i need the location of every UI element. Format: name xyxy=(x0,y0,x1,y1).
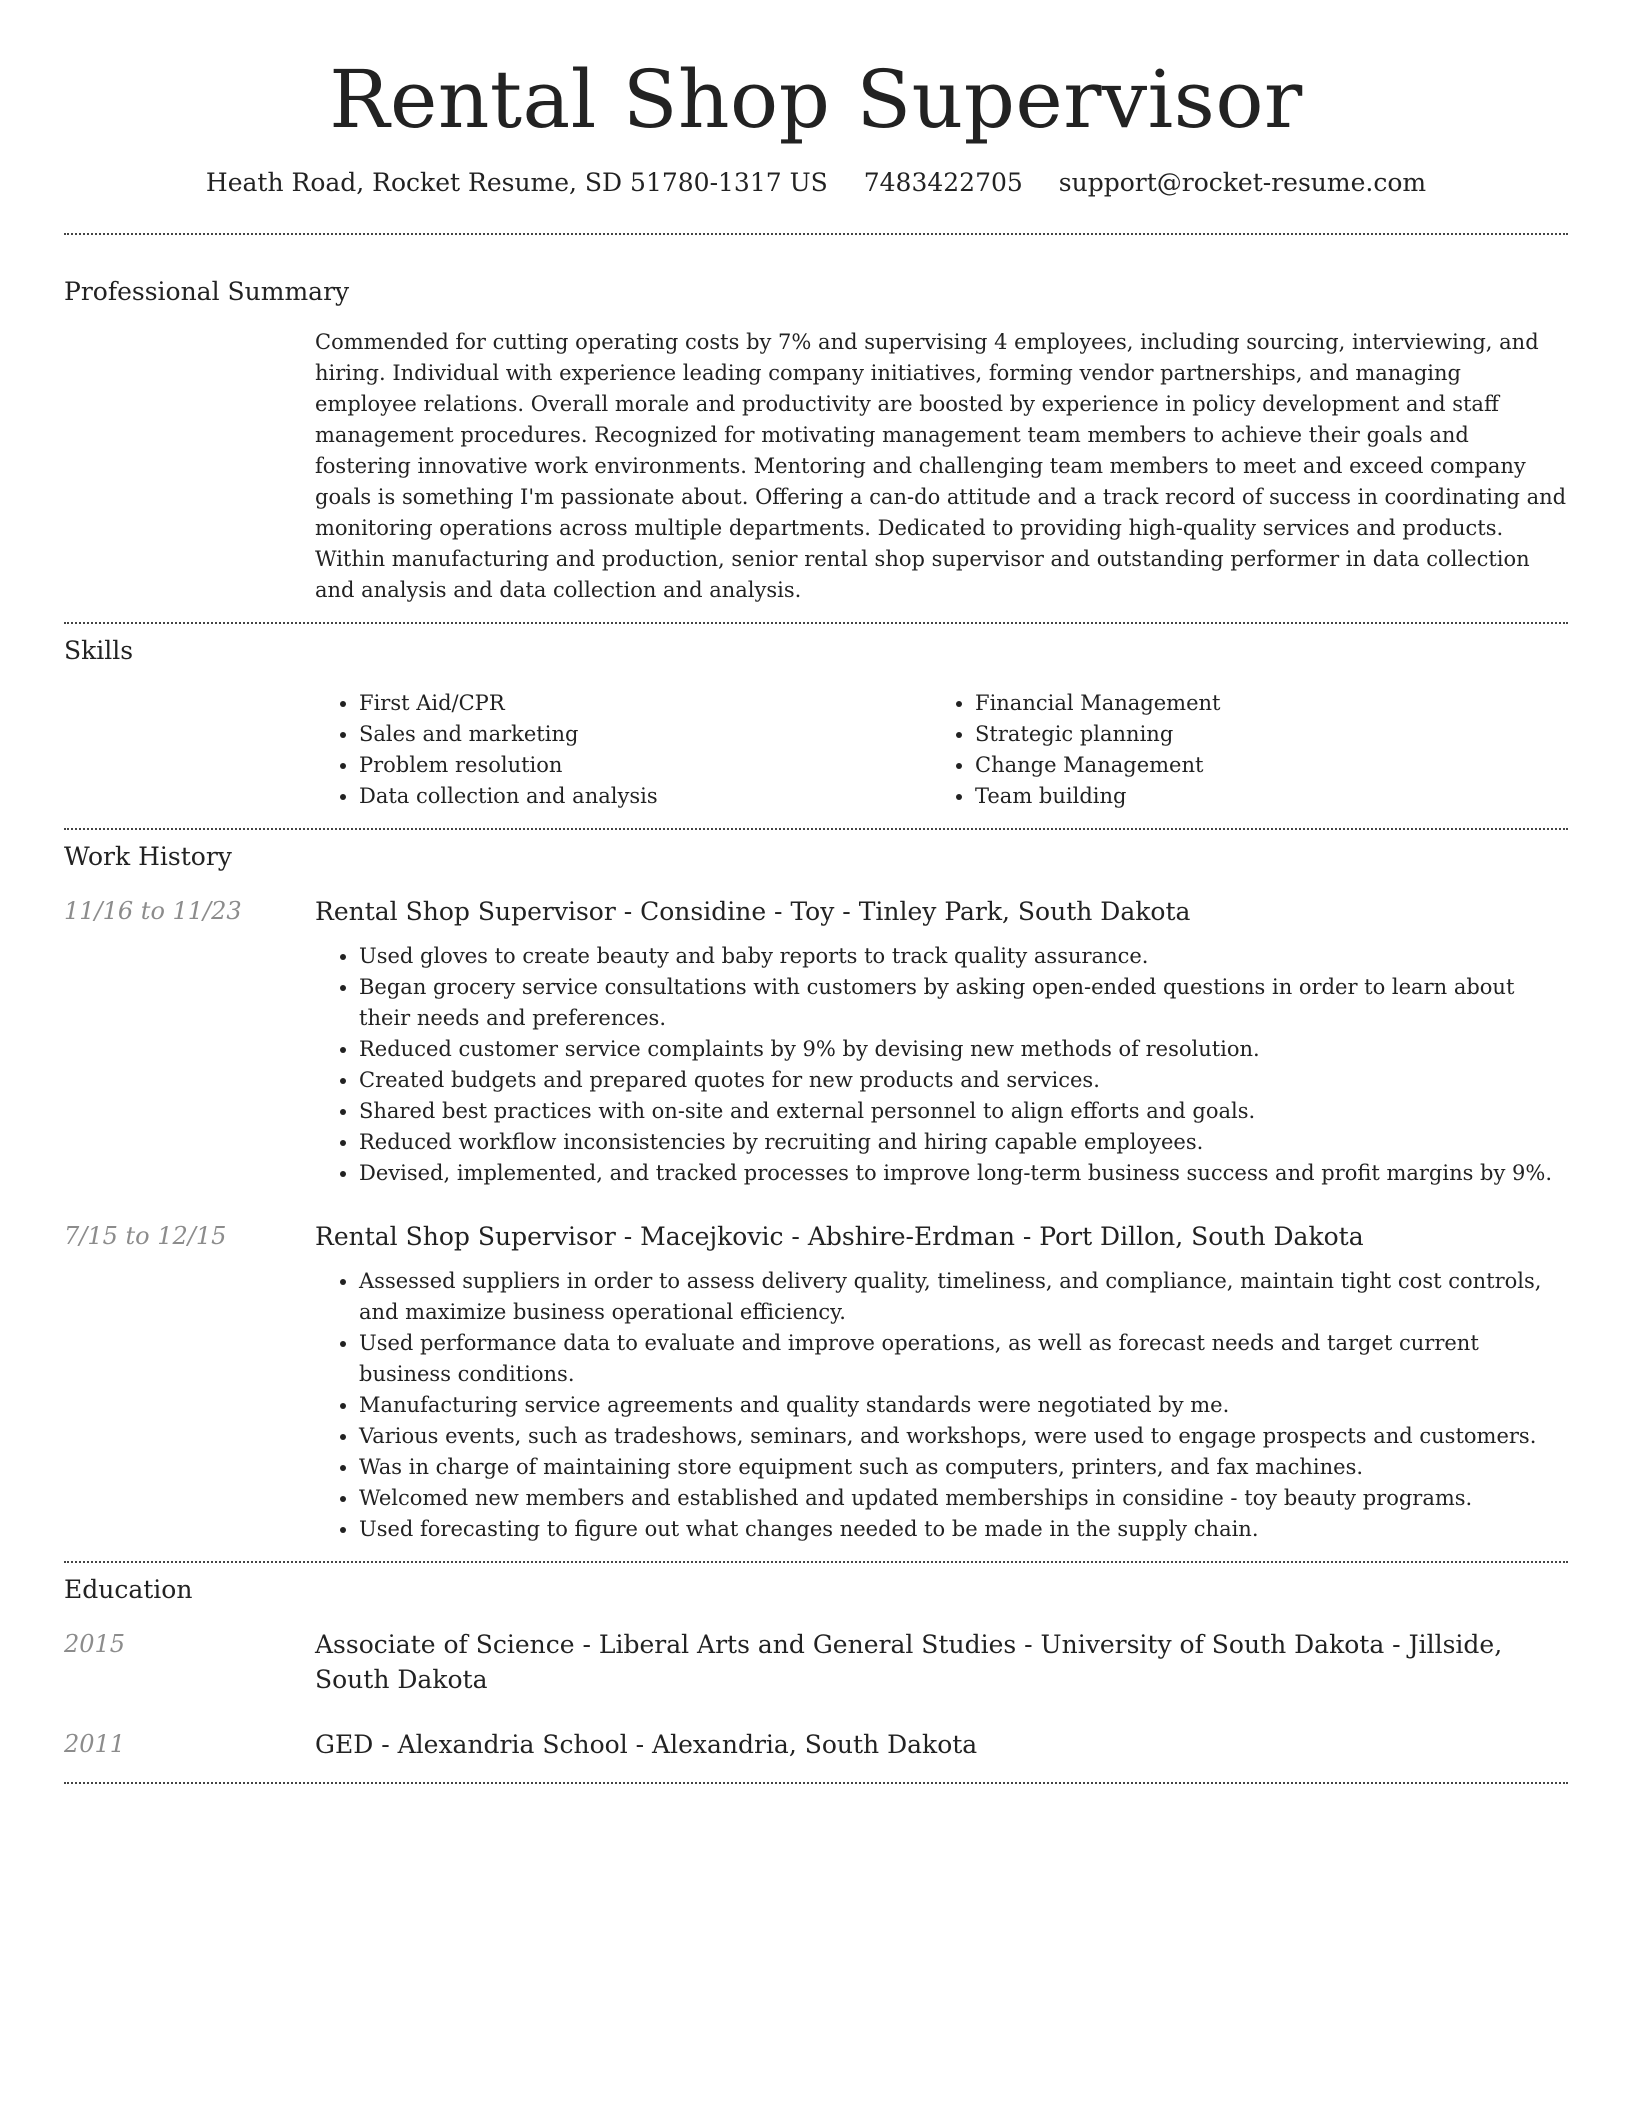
job-entry xyxy=(64,1219,1568,1545)
skills-heading: Skills xyxy=(64,636,134,665)
divider xyxy=(64,1561,1568,1563)
skill-item: • Financial Management xyxy=(975,688,1547,719)
skills-grid xyxy=(315,688,1568,812)
job-bullet: • Assessed suppliers in order to assess delivery quality, timeliness, and compliance, maintain tight cost controls, and maximize business operational efficiency. xyxy=(359,1266,1568,1328)
education-heading: Education xyxy=(64,1575,193,1604)
skills-list-right xyxy=(931,688,1547,812)
education-year: 2011 xyxy=(64,1730,126,1758)
job-bullet: • Created budgets and prepared quotes for new products and services. xyxy=(359,1065,1568,1096)
candidate-name: Rental Shop Supervisor xyxy=(329,53,1303,146)
skills-left-spacer xyxy=(64,688,315,812)
job-entry xyxy=(64,894,1568,1189)
skill-item: • Data collection and analysis xyxy=(359,781,931,812)
job-bullet: • Used performance data to evaluate and improve operations, as well as forecast needs and target current business conditions. xyxy=(359,1328,1568,1390)
skill-item: • Team building xyxy=(975,781,1547,812)
summary-left-spacer xyxy=(64,327,315,606)
work-section xyxy=(64,840,1568,1545)
resume-page xyxy=(64,0,1568,1784)
job-bullet: • Manufacturing service agreements and quality standards were negotiated by me. xyxy=(359,1390,1568,1421)
summary-heading: Professional Summary xyxy=(64,277,350,306)
education-year: 2015 xyxy=(64,1630,126,1658)
education-title: Associate of Science - Liberal Arts and General Studies - University of South Dakota - Jillside, South Dakota xyxy=(315,1630,1503,1694)
job-bullet: • Various events, such as tradeshows, seminars, and workshops, were used to engage prospects and customers. xyxy=(359,1421,1568,1452)
job-bullet: • Used gloves to create beauty and baby reports to track quality assurance. xyxy=(359,941,1568,972)
summary-section xyxy=(64,275,1568,606)
skill-item: • Sales and marketing xyxy=(359,719,931,750)
job-bullet: • Reduced workflow inconsistencies by recruiting and hiring capable employees. xyxy=(359,1127,1568,1158)
divider xyxy=(64,622,1568,624)
skills-list-left xyxy=(315,688,931,812)
education-section xyxy=(64,1573,1568,1762)
job-bullet: • Began grocery service consultations with customers by asking open-ended questions in order to learn about their needs and preferences. xyxy=(359,972,1568,1034)
job-bullet: • Reduced customer service complaints by 9% by devising new methods of resolution. xyxy=(359,1034,1568,1065)
contact-address: Heath Road, Rocket Resume, SD 51780-1317 US xyxy=(205,168,828,197)
skill-item: • First Aid/CPR xyxy=(359,688,931,719)
job-bullet: • Devised, implemented, and tracked processes to improve long-term business success and profit margins by 9%. xyxy=(359,1158,1568,1189)
divider xyxy=(64,233,1568,235)
job-dates: 11/16 to 11/23 xyxy=(64,897,242,925)
job-bullet: • Used forecasting to figure out what changes needed to be made in the supply chain. xyxy=(359,1514,1568,1545)
skills-section xyxy=(64,634,1568,812)
job-dates: 7/15 to 12/15 xyxy=(64,1222,227,1250)
work-heading: Work History xyxy=(64,842,232,871)
contact-phone: 7483422705 xyxy=(863,168,1023,197)
job-title: Rental Shop Supervisor - Considine - Toy - Tinley Park, South Dakota xyxy=(315,897,1191,926)
skill-item: • Change Management xyxy=(975,750,1547,781)
divider xyxy=(64,828,1568,830)
skill-item: • Strategic planning xyxy=(975,719,1547,750)
job-bullet: • Shared best practices with on-site and external personnel to align efforts and goals. xyxy=(359,1096,1568,1127)
job-bullet: • Welcomed new members and established and updated memberships in considine - toy beauty programs. xyxy=(359,1483,1568,1514)
job-bullet: • Was in charge of maintaining store equipment such as computers, printers, and fax machines. xyxy=(359,1452,1568,1483)
job-bullets xyxy=(315,941,1568,1189)
contact-email[interactable]: support@rocket-resume.com xyxy=(1058,168,1427,197)
job-title: Rental Shop Supervisor - Macejkovic - Abshire-Erdman - Port Dillon, South Dakota xyxy=(315,1222,1364,1251)
education-title: GED - Alexandria School - Alexandria, South Dakota xyxy=(315,1730,978,1759)
skill-item: • Problem resolution xyxy=(359,750,931,781)
contact-line xyxy=(64,166,1568,200)
job-bullets xyxy=(315,1266,1568,1545)
education-entry xyxy=(64,1727,1568,1762)
divider xyxy=(64,1782,1568,1784)
education-entry xyxy=(64,1627,1568,1697)
summary-text: Commended for cutting operating costs by 7% and supervising 4 employees, including sourcing, interviewing, and hiring. Individual with experience leading company initiatives, forming vendor partnerships, and managing employee relations. Overall morale and productivity are boosted by experience in policy development and staff management procedures. Recognized for motivating management team members to achieve their goals and fostering innovative work environments. Mentoring and challenging team members to meet and exceed company goals is something I'm passionate about. Offering a can-do attitude and a track record of success in coordinating and monitoring operations across multiple departments. Dedicated to providing high-quality services and products. Within manufacturing and production, senior rental shop supervisor and outstanding performer in data collection and analysis and data collection and analysis. xyxy=(315,330,1567,602)
